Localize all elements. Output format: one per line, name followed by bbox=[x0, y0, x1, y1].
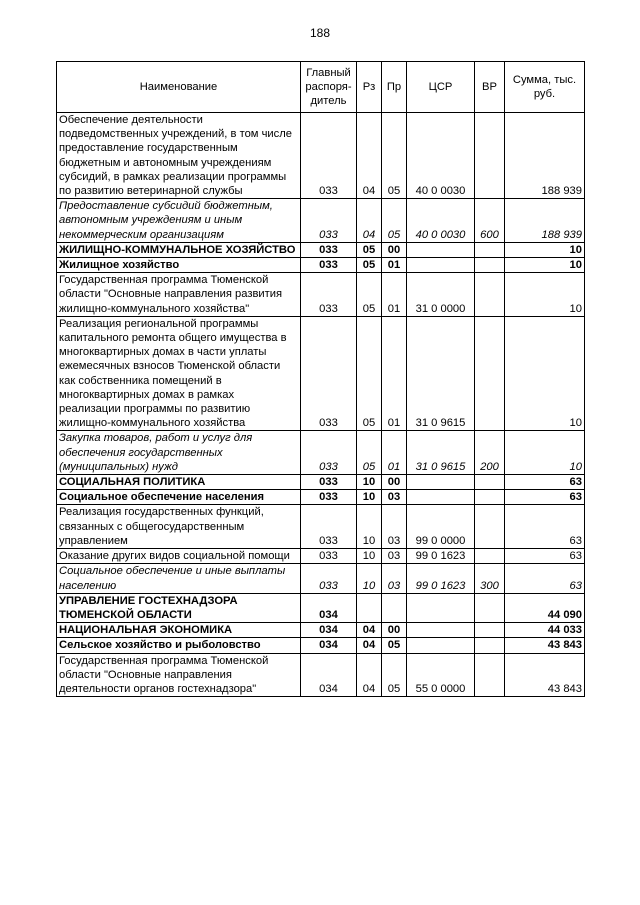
cell-csr: 55 0 0000 bbox=[407, 653, 475, 697]
cell-vr bbox=[475, 316, 505, 431]
cell-csr bbox=[407, 638, 475, 653]
cell-name: Реализация региональной программы капитального ремонта общего имущества в многоквартирных домах в части уплаты ежемесячных взносов Тюменской области как собственника помещений в многоквартирных домах в рамках реализации программы по развитию жилищно-коммунального хозяйства bbox=[57, 316, 301, 431]
cell-name: Оказание других видов социальной помощи bbox=[57, 549, 301, 564]
cell-name: ЖИЛИЩНО-КОММУНАЛЬНОЕ ХОЗЯЙСТВО bbox=[57, 242, 301, 257]
table-row bbox=[57, 113, 585, 199]
cell-sum: 10 bbox=[505, 431, 585, 475]
cell-pr: 01 bbox=[382, 258, 407, 273]
cell-name: УПРАВЛЕНИЕ ГОСТЕХНАДЗОРА ТЮМЕНСКОЙ ОБЛАСТИ bbox=[57, 593, 301, 622]
cell-name: НАЦИОНАЛЬНАЯ ЭКОНОМИКА bbox=[57, 623, 301, 638]
cell-name: Обеспечение деятельности подведомственных учреждений, в том числе предоставление государственным бюджетным и автономным учреждениям субсидий, в рамках реализации программы по развитию ветеринарной службы bbox=[57, 113, 301, 199]
cell-sum: 10 bbox=[505, 258, 585, 273]
header-pr: Пр bbox=[382, 62, 407, 113]
header-csr: ЦСР bbox=[407, 62, 475, 113]
cell-chief-code: 033 bbox=[301, 564, 357, 593]
cell-csr: 31 0 0000 bbox=[407, 273, 475, 317]
table-row bbox=[57, 199, 585, 243]
cell-sum: 43 843 bbox=[505, 638, 585, 653]
cell-rz: 10 bbox=[357, 564, 382, 593]
header-rz: Рз bbox=[357, 62, 382, 113]
cell-pr: 05 bbox=[382, 638, 407, 653]
cell-vr bbox=[475, 113, 505, 199]
table-row bbox=[57, 564, 585, 593]
cell-name: Реализация государственных функций, связанных с общегосударственным управлением bbox=[57, 505, 301, 549]
page-number: 188 bbox=[309, 26, 331, 40]
cell-rz: 10 bbox=[357, 475, 382, 490]
cell-vr bbox=[475, 490, 505, 505]
cell-csr bbox=[407, 242, 475, 257]
cell-csr bbox=[407, 490, 475, 505]
cell-rz: 04 bbox=[357, 113, 382, 199]
cell-sum: 44 033 bbox=[505, 623, 585, 638]
cell-vr bbox=[475, 505, 505, 549]
table-row bbox=[57, 490, 585, 505]
table-header-row bbox=[57, 62, 585, 113]
cell-pr: 00 bbox=[382, 242, 407, 257]
cell-vr bbox=[475, 653, 505, 697]
budget-table bbox=[56, 61, 585, 697]
cell-csr: 99 0 0000 bbox=[407, 505, 475, 549]
cell-pr: 03 bbox=[382, 564, 407, 593]
cell-chief-code: 033 bbox=[301, 549, 357, 564]
cell-rz: 05 bbox=[357, 431, 382, 475]
table-row bbox=[57, 549, 585, 564]
cell-vr bbox=[475, 475, 505, 490]
cell-csr: 31 0 9615 bbox=[407, 431, 475, 475]
cell-csr bbox=[407, 258, 475, 273]
cell-chief-code: 033 bbox=[301, 273, 357, 317]
cell-rz: 04 bbox=[357, 638, 382, 653]
cell-rz: 05 bbox=[357, 316, 382, 431]
cell-pr: 03 bbox=[382, 505, 407, 549]
cell-vr bbox=[475, 258, 505, 273]
cell-csr: 99 0 1623 bbox=[407, 564, 475, 593]
header-vr: ВР bbox=[475, 62, 505, 113]
cell-csr: 40 0 0030 bbox=[407, 199, 475, 243]
cell-vr bbox=[475, 549, 505, 564]
cell-chief-code: 033 bbox=[301, 242, 357, 257]
cell-pr: 00 bbox=[382, 475, 407, 490]
cell-name: Предоставление субсидий бюджетным, автономным учреждениям и иным некоммерческим организациям bbox=[57, 199, 301, 243]
cell-csr bbox=[407, 623, 475, 638]
cell-vr bbox=[475, 273, 505, 317]
cell-pr: 03 bbox=[382, 549, 407, 564]
cell-chief-code: 034 bbox=[301, 623, 357, 638]
table-row bbox=[57, 273, 585, 317]
cell-rz: 05 bbox=[357, 273, 382, 317]
cell-name: Государственная программа Тюменской области "Основные направления деятельности органов гостехнадзора" bbox=[57, 653, 301, 697]
cell-chief-code: 033 bbox=[301, 490, 357, 505]
cell-sum: 44 090 bbox=[505, 593, 585, 622]
cell-sum: 10 bbox=[505, 316, 585, 431]
cell-name: Социальное обеспечение населения bbox=[57, 490, 301, 505]
cell-pr: 05 bbox=[382, 653, 407, 697]
cell-pr: 03 bbox=[382, 490, 407, 505]
cell-pr: 01 bbox=[382, 431, 407, 475]
cell-chief-code: 033 bbox=[301, 431, 357, 475]
header-sum: Сумма, тыс. руб. bbox=[505, 62, 585, 113]
table-row bbox=[57, 316, 585, 431]
cell-chief-code: 033 bbox=[301, 258, 357, 273]
cell-chief-code: 033 bbox=[301, 475, 357, 490]
cell-vr bbox=[475, 623, 505, 638]
cell-rz: 05 bbox=[357, 258, 382, 273]
cell-sum: 63 bbox=[505, 475, 585, 490]
cell-sum: 63 bbox=[505, 564, 585, 593]
header-name: Наименование bbox=[57, 62, 301, 113]
cell-rz: 04 bbox=[357, 653, 382, 697]
cell-name: СОЦИАЛЬНАЯ ПОЛИТИКА bbox=[57, 475, 301, 490]
cell-csr: 40 0 0030 bbox=[407, 113, 475, 199]
cell-vr: 300 bbox=[475, 564, 505, 593]
cell-pr: 01 bbox=[382, 316, 407, 431]
cell-sum: 43 843 bbox=[505, 653, 585, 697]
table-row bbox=[57, 258, 585, 273]
cell-rz bbox=[357, 593, 382, 622]
cell-rz: 04 bbox=[357, 199, 382, 243]
cell-sum: 188 939 bbox=[505, 199, 585, 243]
cell-rz: 10 bbox=[357, 505, 382, 549]
cell-csr bbox=[407, 475, 475, 490]
cell-rz: 10 bbox=[357, 490, 382, 505]
cell-name: Сельское хозяйство и рыболовство bbox=[57, 638, 301, 653]
table-row bbox=[57, 593, 585, 622]
cell-sum: 63 bbox=[505, 490, 585, 505]
cell-name: Жилищное хозяйство bbox=[57, 258, 301, 273]
cell-pr: 05 bbox=[382, 113, 407, 199]
table-row bbox=[57, 653, 585, 697]
cell-vr bbox=[475, 593, 505, 622]
cell-rz: 10 bbox=[357, 549, 382, 564]
cell-rz: 04 bbox=[357, 623, 382, 638]
cell-csr bbox=[407, 593, 475, 622]
cell-sum: 10 bbox=[505, 242, 585, 257]
cell-chief-code: 033 bbox=[301, 199, 357, 243]
cell-chief-code: 034 bbox=[301, 638, 357, 653]
cell-sum: 63 bbox=[505, 549, 585, 564]
header-chief: Главный распоря-дитель bbox=[301, 62, 357, 113]
cell-rz: 05 bbox=[357, 242, 382, 257]
cell-chief-code: 034 bbox=[301, 593, 357, 622]
cell-vr: 200 bbox=[475, 431, 505, 475]
cell-pr: 00 bbox=[382, 623, 407, 638]
cell-pr: 01 bbox=[382, 273, 407, 317]
cell-vr bbox=[475, 638, 505, 653]
table-row bbox=[57, 638, 585, 653]
cell-name: Государственная программа Тюменской области "Основные направления развития жилищно-коммунального хозяйства" bbox=[57, 273, 301, 317]
cell-pr: 05 bbox=[382, 199, 407, 243]
cell-name: Социальное обеспечение и иные выплаты населению bbox=[57, 564, 301, 593]
cell-name: Закупка товаров, работ и услуг для обеспечения государственных (муниципальных) нужд bbox=[57, 431, 301, 475]
table-row bbox=[57, 431, 585, 475]
cell-pr bbox=[382, 593, 407, 622]
table-row bbox=[57, 505, 585, 549]
cell-chief-code: 034 bbox=[301, 653, 357, 697]
cell-sum: 188 939 bbox=[505, 113, 585, 199]
cell-sum: 63 bbox=[505, 505, 585, 549]
table-row bbox=[57, 242, 585, 257]
cell-chief-code: 033 bbox=[301, 316, 357, 431]
table-row bbox=[57, 623, 585, 638]
cell-csr: 99 0 1623 bbox=[407, 549, 475, 564]
cell-vr: 600 bbox=[475, 199, 505, 243]
cell-chief-code: 033 bbox=[301, 505, 357, 549]
cell-chief-code: 033 bbox=[301, 113, 357, 199]
cell-vr bbox=[475, 242, 505, 257]
cell-sum: 10 bbox=[505, 273, 585, 317]
table-row bbox=[57, 475, 585, 490]
cell-csr: 31 0 9615 bbox=[407, 316, 475, 431]
